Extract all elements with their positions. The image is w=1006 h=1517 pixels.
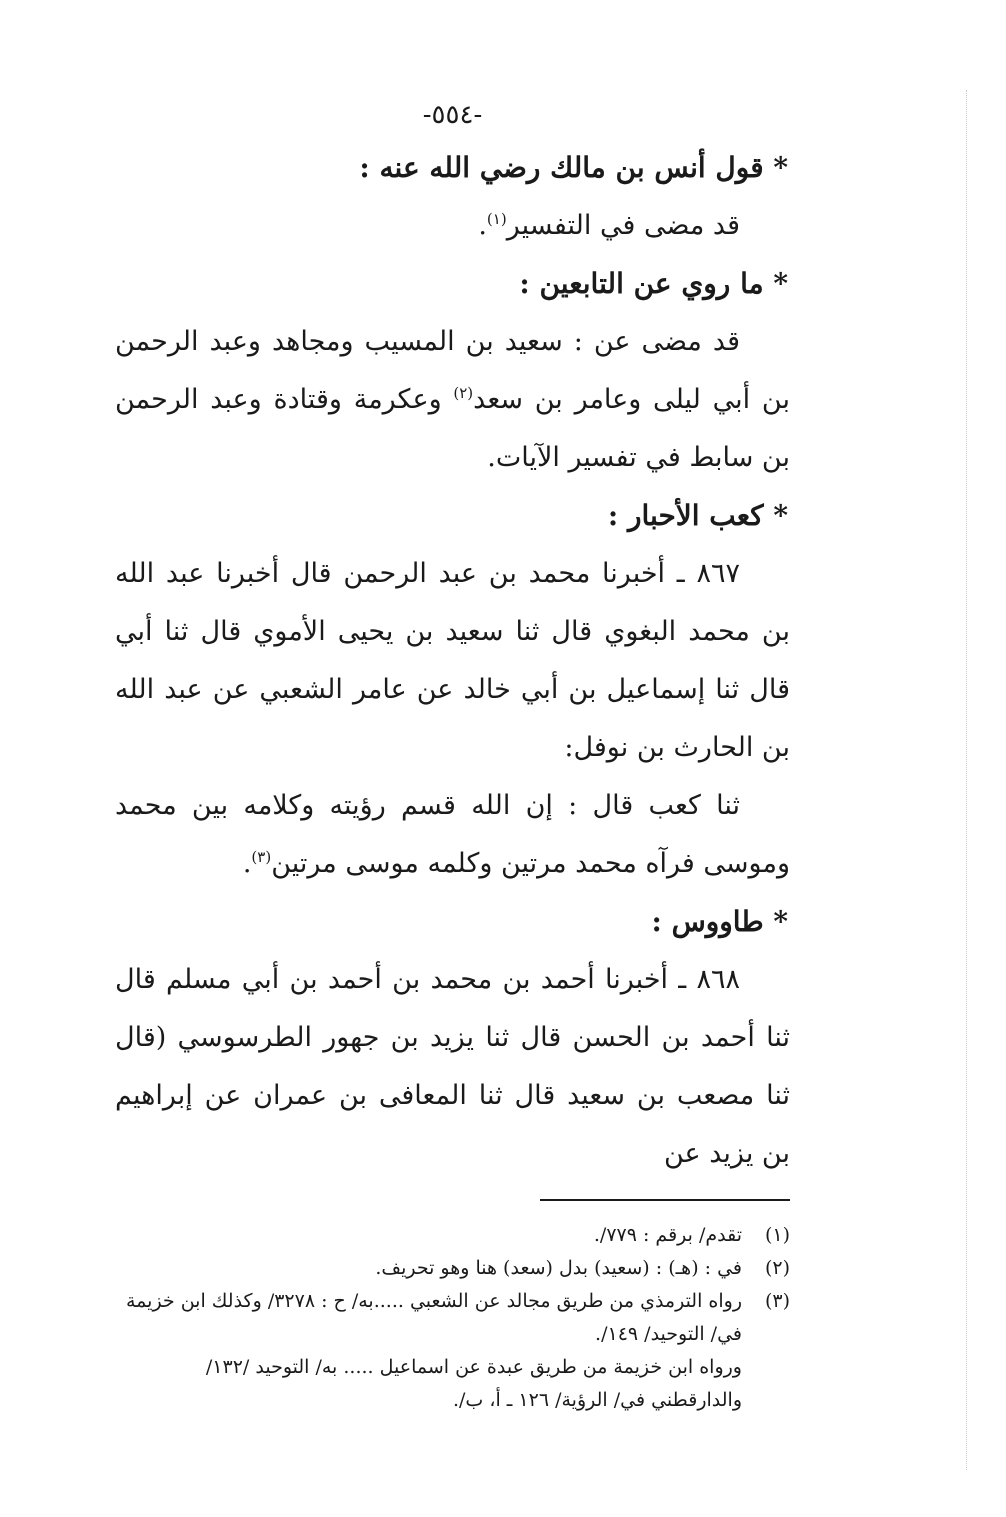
footnote-ref-3[interactable]: (٣) xyxy=(251,848,272,866)
paragraph-tafsir-reference xyxy=(115,197,790,255)
footnote-1 xyxy=(115,1219,790,1252)
heading-kaab: * كعب الأحبار : xyxy=(607,499,788,532)
heading-tabieen: * ما روي عن التابعين : xyxy=(519,267,788,300)
paragraph-tail: . xyxy=(478,210,487,241)
paragraph-kaab-saying xyxy=(115,777,790,893)
paragraph-tail: وعكرمة وقتادة وعبد الرحمن بن سابط في تفسير الآيات. xyxy=(115,384,790,473)
heading-tawus: * طاووس : xyxy=(651,905,788,938)
footnote-text: ورواه ابن خزيمة من طريق عبدة عن اسماعيل ..... به/ التوحيد /١٣٢/ والدارقطني في/ الرؤية/ ١٢٦ ـ أ، ب/. xyxy=(205,1356,742,1411)
paragraph-text: ثنا كعب قال : إن الله قسم رؤيته وكلامه بين محمد وموسى فرآه محمد مرتين وكلمه موسى مرتين xyxy=(115,790,790,879)
footnotes xyxy=(115,1219,790,1417)
footnote-text: تقدم/ برقم : ٧٧٩/. xyxy=(593,1224,742,1246)
paragraph-text: قد مضى في التفسير xyxy=(506,210,740,241)
footnote-3 xyxy=(115,1285,790,1351)
paragraph-tail: . xyxy=(242,848,252,879)
paragraph-hadith-867: ٨٦٧ ـ أخبرنا محمد بن عبد الرحمن قال أخبرنا عبد الله بن محمد البغوي قال ثنا سعيد بن يحيى الأموي قال ثنا أبي قال ثنا إسماعيل بن أبي خالد عن عامر الشعبي عن عبد الله بن الحارث بن نوفل: xyxy=(115,558,790,763)
footnote-number: (٢) xyxy=(764,1257,790,1279)
footnote-text: في : (هـ) : (سعيد) بدل (سعد) هنا وهو تحريف. xyxy=(375,1257,742,1279)
page-body xyxy=(115,95,790,1417)
paragraph-text: قد مضى عن : سعيد بن المسيب ومجاهد وعبد الرحمن بن أبي ليلى وعامر بن سعد xyxy=(115,326,790,415)
footnote-ref-2[interactable]: (٢) xyxy=(453,384,474,402)
scan-edge-line xyxy=(966,90,967,1470)
paragraph-tabieen xyxy=(115,313,790,487)
footnote-3-continued xyxy=(115,1351,790,1417)
footnote-2 xyxy=(115,1252,790,1285)
heading-anas: * قول أنس بن مالك رضي الله عنه : xyxy=(359,151,788,184)
footnote-number: (١) xyxy=(764,1224,790,1246)
footnote-ref-1[interactable]: (١) xyxy=(486,210,507,228)
paragraph-hadith-868: ٨٦٨ ـ أخبرنا أحمد بن محمد بن أحمد بن أبي مسلم قال ثنا أحمد بن الحسن قال ثنا يزيد بن جهور الطرسوسي (قال ثنا مصعب بن سعيد قال ثنا المعافى بن عمران عن إبراهيم بن يزيد عن xyxy=(115,964,790,1169)
footnote-divider xyxy=(540,1199,790,1201)
page-number: -٥٥٤- xyxy=(422,100,483,130)
footnote-number: (٣) xyxy=(764,1290,790,1312)
footnote-text: رواه الترمذي من طريق مجالد عن الشعبي .....به/ ح : ٣٢٧٨/ وكذلك ابن خزيمة في/ التوحيد/ ١٤٩/. xyxy=(125,1290,742,1345)
